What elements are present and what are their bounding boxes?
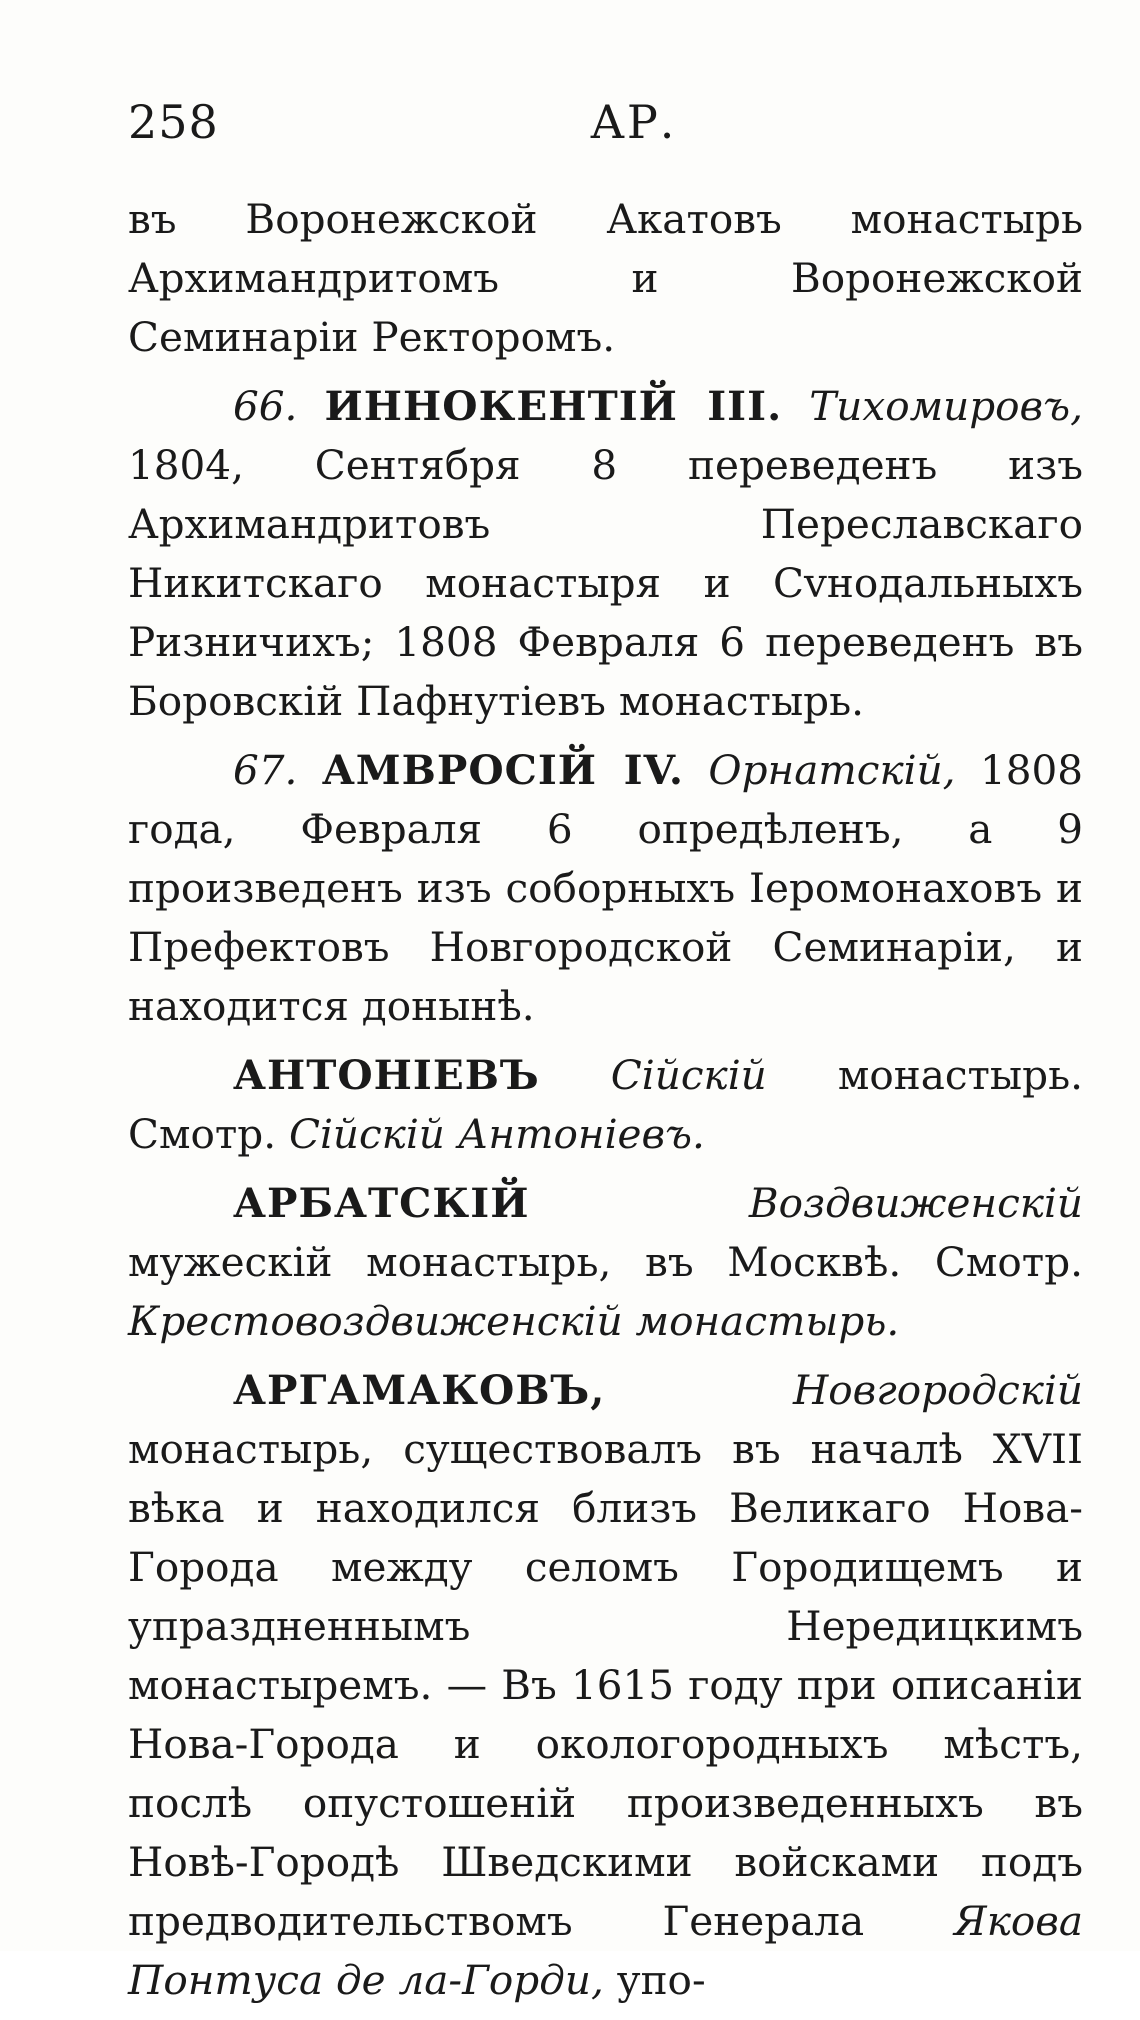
entry-text: монастырь, существовалъ въ началѣ XVII вѣка и находился близъ Великаго Нова-Города между селомъ Городищемъ и упраздненнымъ Нередицкимъ монастыремъ. — Въ 1615 году при описанiи Нова-Города и окологородныхъ мѣстъ, послѣ опустошенiй произведенныхъ въ Новѣ-Городѣ Шведскими войсками подъ предводительствомъ Генерала — [128, 1425, 1083, 1945]
paragraph-continuation — [128, 190, 1083, 367]
paragraph-text: въ Воронежской Акатовъ монастырь Архимандритомъ и Воронежской Семинарiи Ректоромъ. — [128, 195, 1083, 361]
entry-text: 1808 года, Февраля 6 опредѣленъ, а 9 произведенъ изъ соборныхъ Iеромонаховъ и Префектовъ Новгородской Семинарiи, и находится донынѣ. — [128, 746, 1084, 1030]
entry-surname: Тихомировъ, — [809, 382, 1083, 430]
entry-antoniev — [128, 1046, 1083, 1164]
entry-heading: АРБАТСКIЙ — [233, 1179, 530, 1227]
entry-epithet: Новгородскiй — [792, 1366, 1083, 1414]
entry-amvrosiy — [128, 741, 1083, 1036]
entry-epithet: Воздвиженскiй — [748, 1179, 1083, 1227]
entry-text: мужескiй монастырь, въ Москвѣ. Смотр. — [128, 1238, 1083, 1286]
entry-innokentiy — [128, 377, 1083, 731]
page-number: 258 — [128, 95, 219, 149]
body-text — [128, 190, 1083, 2020]
person-name: Якова Понтуса де ла-Горди, — [128, 1897, 1083, 2004]
entry-number: 67. — [233, 746, 298, 794]
entry-name: ИННОКЕНТIЙ III. — [324, 382, 783, 430]
entry-text: 1804, Сентября 8 переведенъ изъ Архимандритовъ Переславскаго Никитскаго монастыря и Сvнодальныхъ Ризничихъ; 1808 Февраля 6 переведенъ въ Боровскiй Пафнутiевъ монастырь. — [128, 441, 1083, 725]
cross-reference: Крестовоздвиженскiй монастырь. — [128, 1297, 900, 1345]
page-header — [128, 95, 1078, 155]
running-head: АР. — [590, 95, 677, 149]
entry-epithet: Сiйскiй — [610, 1051, 767, 1099]
entry-text: монастырь. Смотр. — [128, 1051, 1084, 1158]
entry-argamakov — [128, 1361, 1083, 2010]
entry-surname: Орнатскiй, — [708, 746, 956, 794]
entry-number: 66. — [233, 382, 298, 430]
entry-arbatskiy — [128, 1174, 1083, 1351]
entry-tail: упо- — [616, 1956, 706, 2004]
entry-heading: АРГАМАКОВЪ, — [233, 1366, 606, 1414]
cross-reference: Сiйскiй Антонiевъ. — [288, 1110, 705, 1158]
entry-name: АМВРОСIЙ IV. — [321, 746, 685, 794]
entry-heading: АНТОНIЕВЪ — [233, 1051, 540, 1099]
